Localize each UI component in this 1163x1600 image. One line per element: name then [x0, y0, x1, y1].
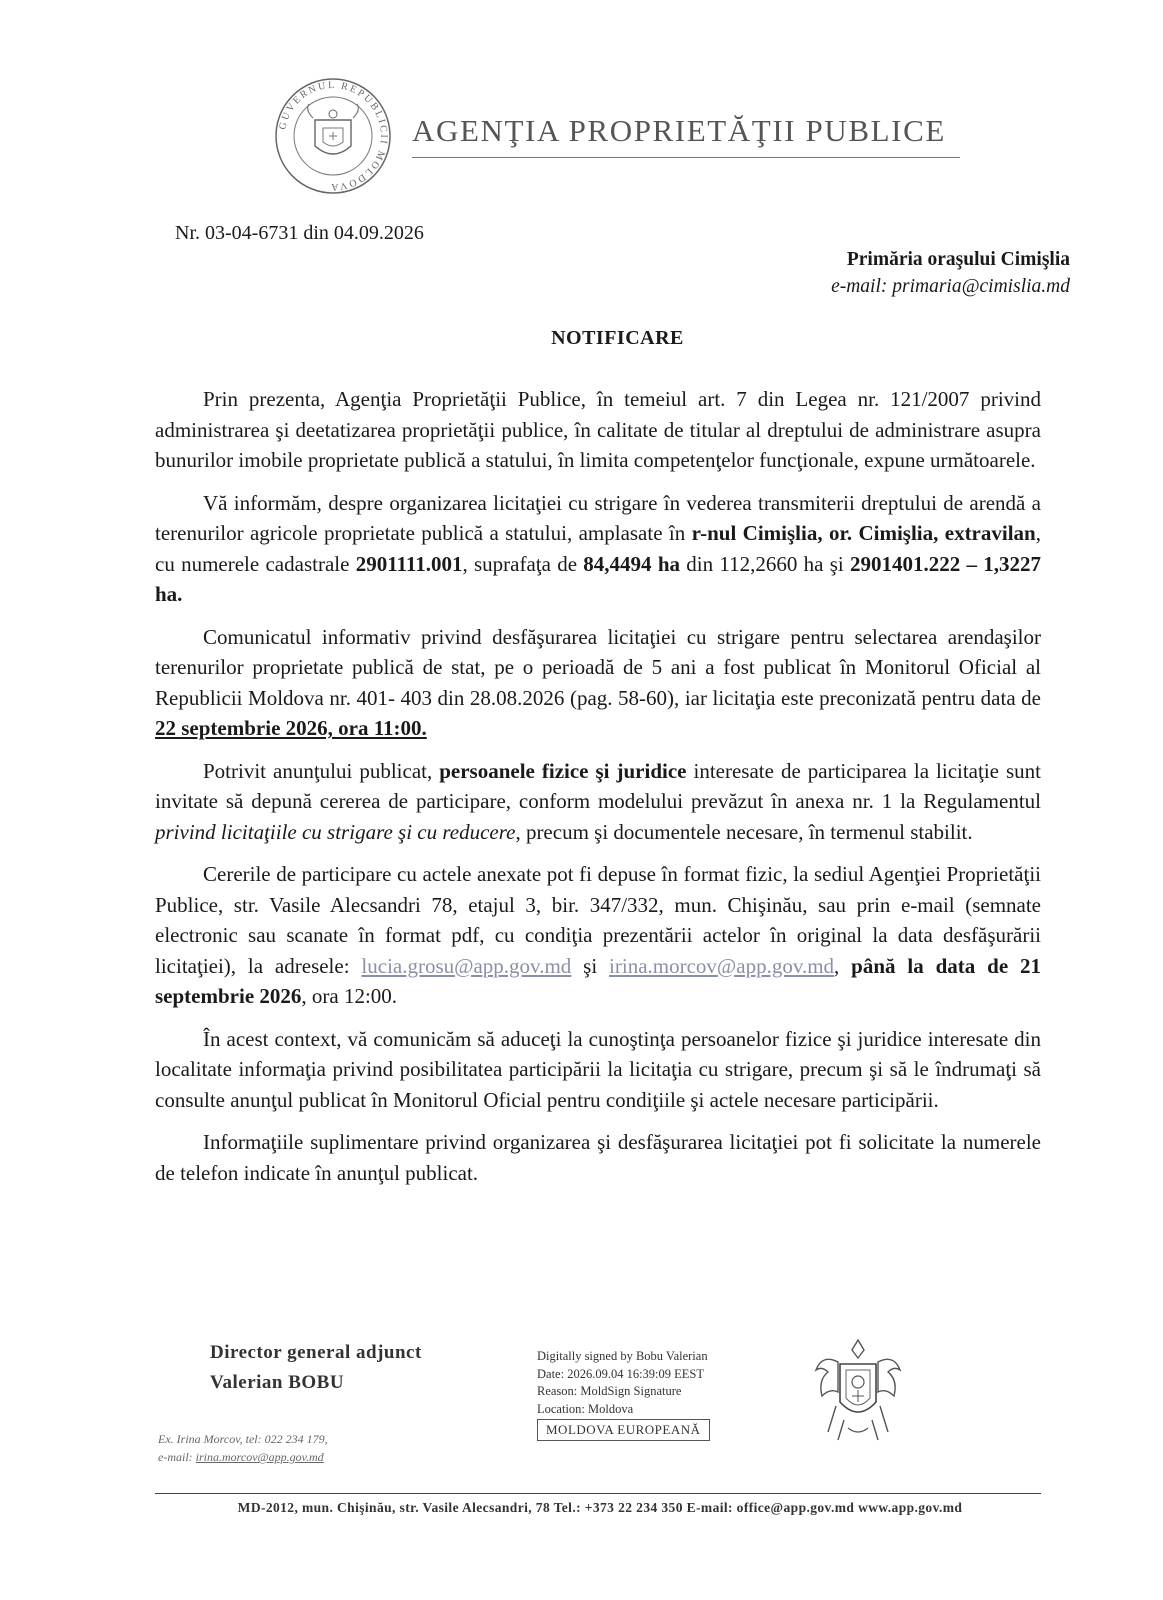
paragraph-6: În acest context, vă comunicăm să aduceţi la cunoştinţa persoanelor fizice şi juridice interesate din localitate informaţia privind posibilitatea participării la licitaţia cu strigare, precum şi să le îndrumaţi să consulte anunţul publicat în Monitorul Oficial pentru condiţiile şi actele necesare participării.	[155, 1026, 1041, 1112]
recipient-block	[831, 246, 1070, 300]
executor-block: Ex. Irina Morcov, tel: 022 234 179, e-mail: irina.morcov@app.gov.md	[158, 1432, 328, 1464]
signer-name: Valerian BOBU	[210, 1372, 345, 1393]
agency-name: AGENŢIA PROPRIETĂŢII PUBLICE	[412, 113, 946, 148]
email-link-lucia-grosu[interactable]: lucia.grosu@app.gov.md	[361, 953, 572, 978]
paragraph-5: Cererile de participare cu actele anexate pot fi depuse în format fizic, la sediul Agenţiei Proprietăţii Publice, str. Vasile Alecsandri 78, etajul 3, bir. 347/332, mun. Chişinău, sau prin e-mail (semnate electronic sau scanate în format pdf, cu condiţia prezentării actelor în original la data desfăşurării licitaţiei), la adresele: lucia.grosu@app.gov.md şi irina.morcov@app.gov.md, până la data de 21 septembrie 2026, ora 12:00.	[155, 862, 1041, 1008]
paragraph-1: Prin prezenta, Agenţia Proprietăţii Publice, în temeiul art. 7 din Legea nr. 121/2007 privind administrarea şi deetatizarea proprietăţii publice, în calitate de titular al dreptului de administrare asupra bunurilor imobile proprietate publică a statului, în limita competenţelor funcţionale, expune următoarele.	[155, 387, 1041, 472]
paragraph-7: Informaţiile suplimentare privind organizarea şi desfăşurarea licitaţiei pot fi solicitate la numerele de telefon indicate în anunţul publicat.	[155, 1130, 1041, 1185]
recipient-name: Primăria oraşului Cimişlia	[846, 249, 1070, 270]
signature-block	[210, 1338, 422, 1398]
digital-signature-info: Digitally signed by Bobu Valerian Date: 2026.09.04 16:39:09 EEST Reason: MoldSign Signature Location: Moldova	[537, 1349, 708, 1416]
signature-stamp-label: MOLDOVA EUROPEANĂ	[537, 1419, 710, 1441]
signer-role: Director general adjunct	[210, 1342, 422, 1363]
paragraph-4: Potrivit anunţului publicat, persoanele fizice şi juridice interesate de participarea la licitaţie sunt invitate să depună cererea de participare, conform modelului prevăzut în anexa nr. 1 la Regulamentul privind licitaţiile cu strigare şi cu reducere, precum şi documentele necesare, în termenul stabilit.	[155, 758, 1041, 844]
footer-contacts: MD-2012, mun. Chişinău, str. Vasile Alecsandri, 78 Tel.: +373 22 234 350 E-mail: office@app.gov.md www.app.gov.md	[237, 1500, 963, 1515]
paragraph-2: Vă informăm, despre organizarea licitaţiei cu strigare în vederea transmiterii dreptului de arendă a terenurilor agricole proprietate publică a statului, amplasate în r-nul Cimişlia, or. Cimişlia, extravilan, cu numerele cadastrale 2901111.001, suprafaţa de 84,4494 ha din 112,2660 ha şi 2901401.222 – 1,3227 ha.	[155, 490, 1041, 606]
reference-number: Nr. 03-04-6731 din 04.09.2026	[175, 222, 424, 244]
auction-date: 22 septembrie 2026, ora 11:00.	[155, 716, 427, 740]
coat-of-arms-icon	[808, 1336, 908, 1448]
executor-contact: Ex. Irina Morcov, tel: 022 234 179,	[158, 1432, 328, 1446]
email-link-irina-morcov[interactable]: irina.morcov@app.gov.md	[609, 953, 835, 978]
government-seal-icon	[273, 76, 393, 196]
executor-email[interactable]: irina.morcov@app.gov.md	[195, 1450, 324, 1464]
document-title: NOTIFICARE	[551, 327, 684, 349]
header-divider	[412, 157, 960, 158]
document-body	[155, 384, 1041, 1200]
footer-divider	[155, 1493, 1041, 1494]
svg-text:GUVERNUL REPUBLICII MOLDOVA: GUVERNUL REPUBLICII MOLDOVA	[277, 79, 390, 193]
paragraph-3: Comunicatul informativ privind desfăşurarea licitaţiei cu strigare pentru selectarea arendaşilor terenurilor proprietate publică de stat, pe o perioadă de 5 ani a fost publicat în Monitorul Oficial al Republicii Moldova nr. 401- 403 din 28.08.2026 (pag. 58-60), iar licitaţia este preconizată pentru data de 22 septembrie 2026, ora 11:00.	[155, 624, 1041, 740]
recipient-email: e-mail: primaria@cimislia.md	[831, 276, 1070, 297]
